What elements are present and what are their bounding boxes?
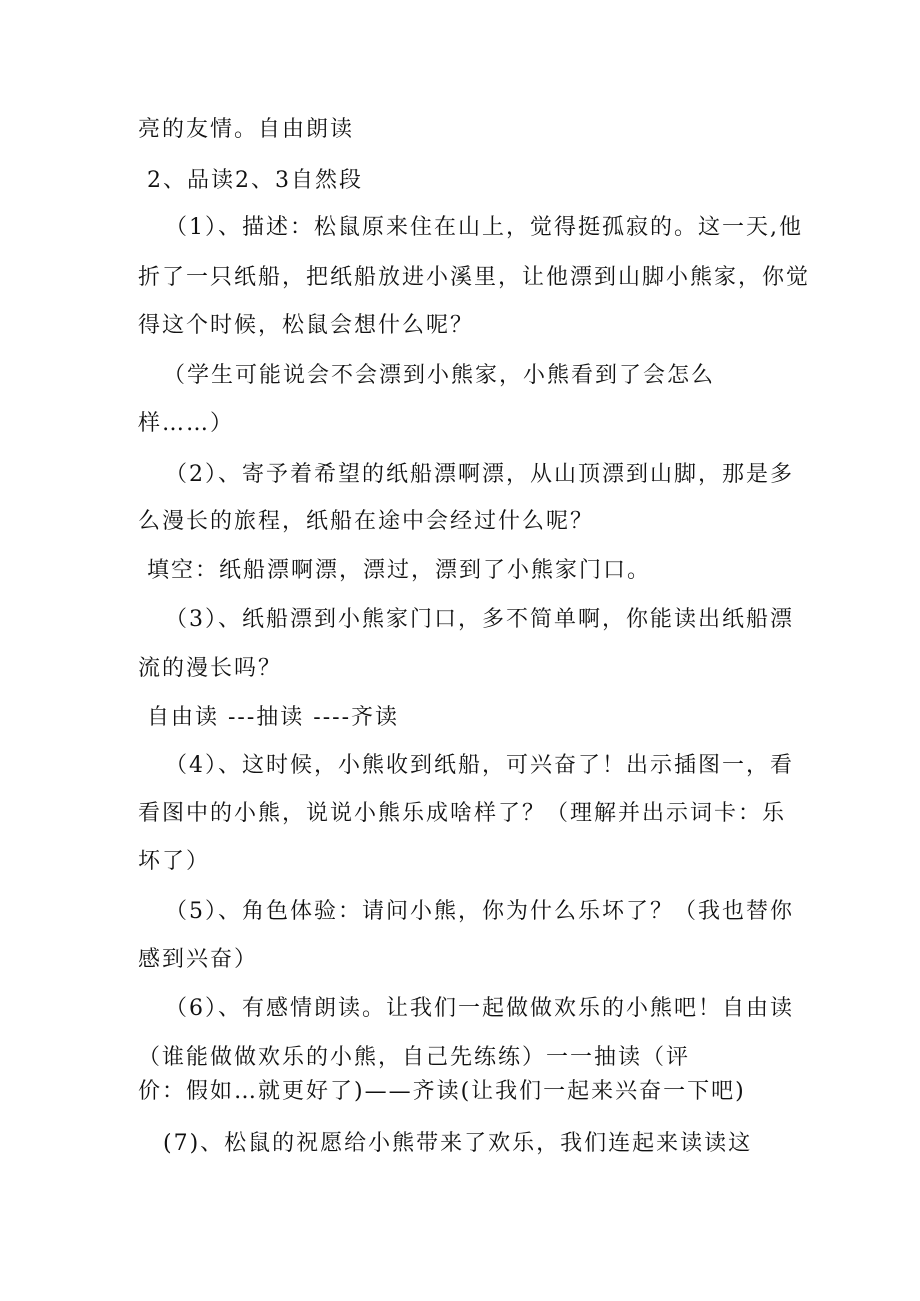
student-response-line-1: （学生可能说会不会漂到小熊家，小熊看到了会怎么: [163, 363, 716, 388]
paragraph-6-line-3: 价：假如…就更好了)——齐读(让我们一起来兴奋一下吧): [138, 1079, 746, 1104]
paragraph-6-line-1: （6）、有感情朗读。让我们一起做做欢乐的小熊吧！自由读: [165, 996, 794, 1021]
fill-in-line: 填空：纸船漂啊漂，漂过，漂到了小熊家门口。: [147, 558, 652, 583]
student-response-line-2: 样……）: [138, 411, 235, 436]
paragraph-4-line-3: 坏了）: [138, 849, 211, 874]
paragraph-4-line-1: （4）、这时候，小熊收到纸船，可兴奋了！出示插图一，看: [165, 753, 794, 778]
paragraph-1-line-1: （1）、描述：松鼠原来住在山上，觉得挺孤寂的。这一天,他: [165, 215, 803, 240]
paragraph-5-line-1: （5）、角色体验：请问小熊，你为什么乐坏了？（我也替你: [165, 899, 794, 924]
paragraph-2-line-2: 么漫长的旅程，纸船在途中会经过什么呢？: [138, 509, 595, 534]
reading-sequence-line: 自由读 ---抽读 ----齐读: [147, 705, 400, 730]
section-heading: 2、品读2、3自然段: [147, 168, 363, 193]
paragraph-2-line-1: （2）、寄予着希望的纸船漂啊漂，从山顶漂到山脚，那是多: [165, 462, 794, 487]
paragraph-3-line-2: 流的漫长吗？: [138, 656, 283, 681]
paragraph-1-line-3: 得这个时候，松鼠会想什么呢？: [138, 313, 475, 338]
paragraph-6-line-2: （谁能做做欢乐的小熊，自己先练练）一一抽读（评: [138, 1045, 691, 1070]
paragraph-5-line-2: 感到兴奋）: [138, 947, 259, 972]
paragraph-4-line-2: 看图中的小熊，说说小熊乐成啥样了？（理解并出示词卡：乐: [138, 801, 787, 826]
paragraph-7-line-1: (7)、松鼠的祝愿给小熊带来了欢乐，我们连起来读读这: [163, 1131, 753, 1156]
text-line-1: 亮的友情。自由朗读: [138, 117, 355, 142]
paragraph-1-line-2: 折了一只纸船，把纸船放进小溪里，让他漂到山脚小熊家，你觉: [138, 265, 811, 290]
paragraph-3-line-1: （3）、纸船漂到小熊家门口，多不简单啊，你能读出纸船漂: [165, 607, 794, 632]
